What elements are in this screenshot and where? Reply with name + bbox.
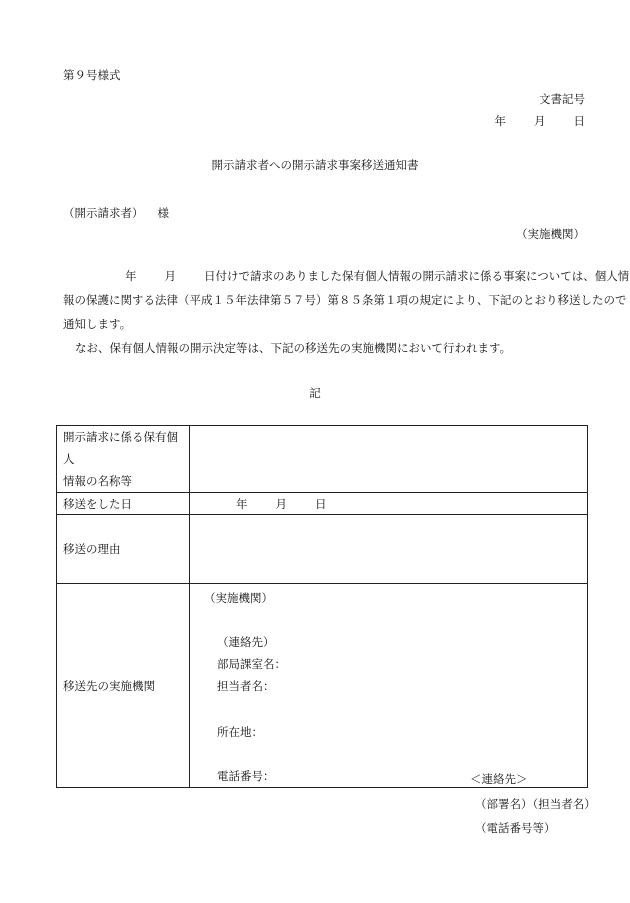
- transfer-date-value-cell[interactable]: [190, 493, 588, 515]
- transfer-reason-label: 移送の理由: [57, 515, 190, 584]
- transfer-date-month: 月: [275, 496, 287, 511]
- destination-agency-label: 移送先の実施機関: [57, 584, 190, 788]
- table-row: [57, 515, 588, 584]
- addressee-label: （開示請求者）: [63, 206, 144, 220]
- ki-mark: 記: [309, 386, 321, 400]
- table-row: [57, 584, 588, 788]
- transfer-date-label: 移送をした日: [57, 493, 190, 515]
- footer-phone: （電話番号等）: [475, 821, 556, 835]
- date-line: [495, 113, 586, 129]
- destination-agency-name: （実施機関）: [204, 591, 273, 605]
- transfer-info-table: [56, 425, 588, 788]
- destination-dept-label: 部局課室名：: [217, 657, 286, 671]
- addressee: [63, 205, 169, 221]
- info-name-label-line-1: 開示請求に係る保有個人: [63, 430, 178, 466]
- issuing-agency: （実施機関）: [516, 227, 585, 241]
- destination-person-label: 担当者名：: [217, 679, 275, 693]
- form-number: 第９号様式: [63, 68, 121, 82]
- destination-agency-value-cell[interactable]: [190, 584, 588, 788]
- transfer-date-year: 年: [236, 496, 248, 511]
- date-year: 年: [494, 114, 506, 128]
- addressee-honorific: 様: [157, 206, 169, 220]
- info-name-label-cell: [57, 426, 190, 493]
- document-number-label: 文書記号: [539, 92, 585, 106]
- destination-address-label: 所在地：: [217, 725, 263, 739]
- destination-contact-heading: （連絡先）: [217, 635, 275, 649]
- table-row: [57, 493, 588, 515]
- transfer-date-day: 日: [315, 496, 327, 511]
- body-line-3: 通知します。: [63, 317, 132, 331]
- info-name-label-line-2: 情報の名称等: [63, 474, 132, 488]
- transfer-reason-value-cell[interactable]: [190, 515, 588, 584]
- date-day: 日: [573, 114, 585, 128]
- body-line-2: 報の保護に関する法律（平成１５年法律第５７号）第８５条第１項の規定により、下記のとおり移送したので: [63, 293, 627, 307]
- body-line-4: なお、保有個人情報の開示決定等は、下記の移送先の実施機関において行われます。: [75, 341, 512, 355]
- footer-dept-person: （部署名）（担当者名）: [475, 797, 596, 811]
- destination-phone-label: 電話番号：: [217, 769, 275, 783]
- date-month: 月: [534, 114, 546, 128]
- document-title: 開示請求者への開示請求事案移送通知書: [211, 158, 419, 172]
- info-name-value-cell[interactable]: [190, 426, 588, 493]
- body-line-1: 年 月 日付けで請求のありました保有個人情報の開示請求に係る事案については、個人情: [125, 269, 630, 283]
- body-paragraph: [63, 264, 630, 360]
- table-row: [57, 426, 588, 493]
- footer-contact-heading: ＜連絡先＞: [470, 772, 528, 786]
